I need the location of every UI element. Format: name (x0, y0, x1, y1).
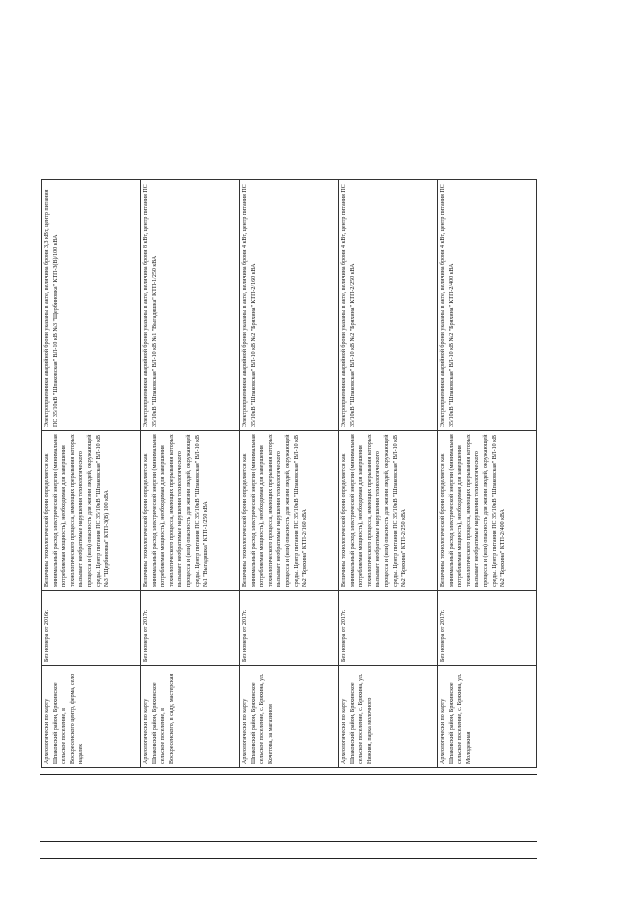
description-cell: Величины технологической брони определяется как минимальный расход электрической энергии (минимальная потребляемая мощность), необходимая для завершения технологического процесса, имеющих прерывания которых вызывает необратимые нарушения технологического процесса и (или) опасность для жизни людей, окружающей среды. Центр питания ПС 35/10кВ "Шпаковская" ВЛ-10 кВ №2 "Бряхина" КТП-2/400 кВА (438, 431, 537, 591)
location-cell: Археологически по карту Шпаковский район, Бряхинское сельское поселение, с. Бряхина, ул. Кочетова, за магазином (240, 666, 339, 768)
location-cell: Археологически по карту Шпаковский район, Бряхинское сельское поселение, с. Бряхина, ул. Нижняя, парка молочного (339, 666, 438, 768)
emergency-reserve-table (41, 179, 537, 768)
notes-cell: Электроприемники аварийной брони указаны в акте, величина брони 4 кВт, центр питания ПС 35/10кВ "Шпаковская" ВЛ-10 кВ №2 "Бряхина" КТП-2/400 кВА (438, 180, 537, 431)
table-row (438, 180, 537, 768)
description-cell: Величины технологической брони определяется как минимальный расход электрической энергии (минимальная потребляемая мощность), необходимая для завершения технологического процесса, имеющих прерывания которых вызывает необратимые нарушения технологического процесса и (или) опасность для жизни людей, окружающей среды. Центр питания ПС 35/10кВ "Шпаковская" ВЛ-10 кВ №1 "Выгадяшка" КТП-1/250 кВА (141, 431, 240, 591)
period-cell: Без номера от 2017г. (438, 591, 537, 666)
notes-cell: Электроприемники аварийной брони указаны в акте, величина брони 4 кВт, центр питания ПС 35/10кВ "Шпаковская" ВЛ-10 кВ №2 "Бряхина" КТП-2/250 кВА (339, 180, 438, 431)
table-row (339, 180, 438, 768)
location-cell: Археологически по карту Шпаковский район, Бряхинское сельское поселение, с. Бряхина, ул. Молодежная (438, 666, 537, 768)
period-cell: Без номера от 2016г. (42, 591, 141, 666)
description-cell: Величины технологической брони определяется как минимальный расход электрической энергии (минимальная потребляемая мощность), необходимая для завершения технологического процесса, имеющих прерывания которых вызывает необратимые нарушения технологического процесса и (или) опасность для жизни людей, окружающей среды. Центр питания ПС 35/10кВ "Шпаковская" ВЛ-10 кВ №2 "Бряхина" КТП-2/250 кВА (339, 431, 438, 591)
description-cell: Величины технологической брони определяется как минимальный расход электрической энергии (минимальная потребляемая мощность), необходимая для завершения технологического процесса, имеющих прерывания которых вызывает необратимые нарушения технологического процесса и (или) опасность для жизни людей, окружающей среды. Центр питания ПС 35/10кВ "Шпаковская" ВЛ-10 кВ №2 "Бряхина" КТП-2/160 кВА (240, 431, 339, 591)
horizontal-rule (40, 841, 537, 842)
notes-cell: Электроприемники аварийной брони указаны в акте, величина брони 3,3 кВт, центр питания ПС 35/10кВ "Шпаковская" ВЛ-10 кВ №3 "Щербиновка" КТП-3(В)/100 кВА (42, 180, 141, 431)
period-cell: Без номера от 2017г. (141, 591, 240, 666)
notes-cell: Электроприемники аварийной брони указаны в акте, величина брони 8 кВт, центр питания ПС 35/10кВ "Шпаковская" ВЛ-10 кВ №1 "Выгадяшка" КТП-1/250 кВА (141, 180, 240, 431)
rotated-table-container (41, 180, 537, 768)
period-cell: Без номера от 2017г. (339, 591, 438, 666)
location-cell: Археологически по карту Шпаковский район, Бряхинское сельское поселение, в Воскресенского, в саду, мастерская (141, 666, 240, 768)
table-row (141, 180, 240, 768)
rotated-page-content (41, 180, 537, 768)
notes-cell: Электроприемники аварийной брони указаны в акте, величина брони 4 кВт, центр питания ПС 35/10кВ "Шпаковская" ВЛ-10 кВ №2 "Бряхина" КТП-2/160 кВА (240, 180, 339, 431)
description-cell: Величины технологической брони определяется как минимальный расход электрической энергии (минимальная потребляемая мощность), необходимая для завершения технологического процесса, имеющих прерывания которых вызывает необратимые нарушения технологического процесса и (или) опасность для жизни людей, окружающей среды. Центр питания ПС 35/10кВ "Шпаковская" ВЛ-10 кВ №3 "Щербиновка" КТП-3(В) 100 кВА (42, 431, 141, 591)
table-row (240, 180, 339, 768)
horizontal-rule (40, 858, 537, 859)
table-row (42, 180, 141, 768)
location-cell: Археологически по карту Шпаковский район, Бряхинское сельское поселение, в Воскресенского центр, ферма, село надалек (42, 666, 141, 768)
horizontal-rule (40, 774, 537, 775)
period-cell: Без номера от 2017г. (240, 591, 339, 666)
